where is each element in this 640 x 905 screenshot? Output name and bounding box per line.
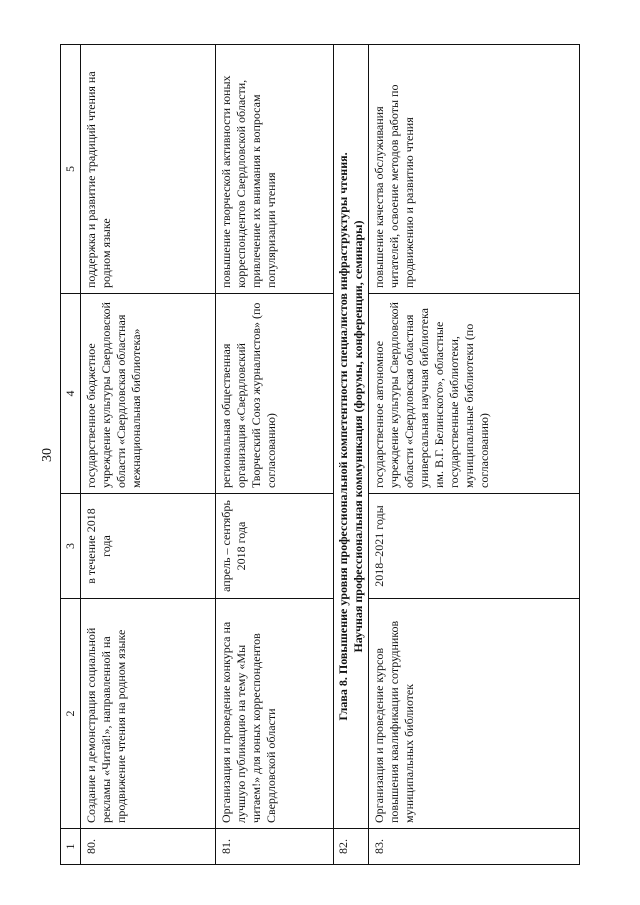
plan-table: [60, 44, 580, 865]
chapter-row: [334, 45, 369, 865]
result-cell: повышение творческой активности юных корреспондентов Свердловской области, привлечение их внимания к вопросам популяризации чтения: [216, 45, 334, 294]
column-header: 5: [61, 45, 81, 294]
column-header: 4: [61, 294, 81, 494]
table-header-row: [61, 45, 81, 865]
result-cell: поддержка и развитие традиций чтения на родном языке: [81, 45, 216, 294]
chapter-title: Глава 8. Повышение уровня профессиональной компетентности специалистов инфраструктуры чтения.: [336, 152, 350, 721]
row-number: 82.: [334, 829, 369, 865]
executor-cell: государственное автономное учреждение культуры Свердловской области «Свердловская областная универсальная научная библиотека им. В.Г. Белинского», областные государственные библиотеки, муниципальные библиотеки (по согласованию): [369, 294, 580, 494]
period-cell: в течение 2018 года: [81, 494, 216, 599]
column-header: 1: [61, 829, 81, 865]
table-row: [216, 45, 334, 865]
page-number: 30: [40, 448, 55, 462]
executor-cell: государственное бюджетное учреждение культуры Свердловской области «Свердловская областная межнациональная библиотека»: [81, 294, 216, 494]
row-number: 81.: [216, 829, 334, 865]
event-cell: Организация и проведение конкурса на лучшую публикацию на тему «Мы читаем!» для юных корреспондентов Свердловской области: [216, 599, 334, 829]
chapter-heading-cell: [334, 45, 369, 829]
executor-cell: региональная общественная организация «Свердловский Творческий Союз журналистов» (по согласованию): [216, 294, 334, 494]
period-cell: 2018–2021 годы: [369, 494, 580, 599]
rotated-table-container: [60, 45, 580, 865]
table-row: [369, 45, 580, 865]
column-header: 3: [61, 494, 81, 599]
row-number: 80.: [81, 829, 216, 865]
period-cell: апрель – сентябрь 2018 года: [216, 494, 334, 599]
event-cell: Организация и проведение курсов повышения квалификации сотрудников муниципальных библиотек: [369, 599, 580, 829]
result-cell: повышение качества обслуживания читателей, освоение методов работы по продвижению и развитию чтения: [369, 45, 580, 294]
chapter-subtitle: Научная профессиональная коммуникация (форумы, конференции, семинары): [351, 220, 365, 653]
event-cell: Создание и демонстрация социальной рекламы «Читай!», направленной на продвижение чтения на родном языке: [81, 599, 216, 829]
column-header: 2: [61, 599, 81, 829]
table-row: [81, 45, 216, 865]
row-number: 83.: [369, 829, 580, 865]
